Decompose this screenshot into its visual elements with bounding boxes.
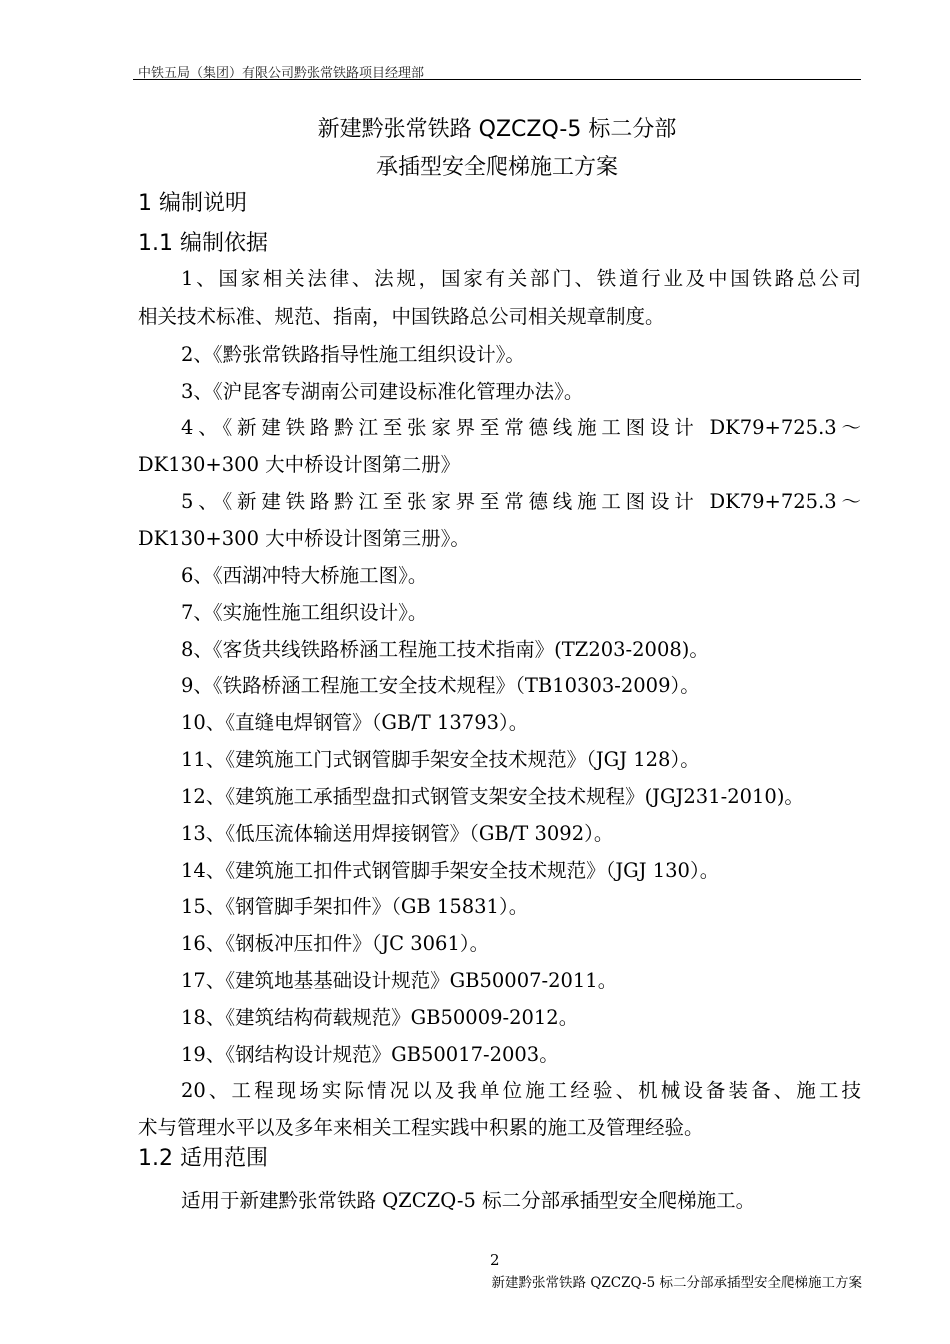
document-title-line1: 新建黔张常铁路 QZCZQ-5 标二分部 bbox=[317, 117, 677, 142]
list-item-4-line1: 4、《新建铁路黔江至张家界至常德线施工图设计 DK79+725.3～ bbox=[181, 416, 861, 439]
list-item-6: 6、《西湖冲特大桥施工图》。 bbox=[181, 564, 428, 587]
list-item-12: 12、《建筑施工承插型盘扣式钢管支架安全技术规程》(JGJ231-2010)。 bbox=[181, 785, 804, 808]
list-item-7: 7、《实施性施工组织设计》。 bbox=[181, 601, 428, 624]
list-item-5-line2: DK130+300 大中桥设计图第三册》。 bbox=[138, 527, 470, 550]
list-item-13: 13、《低压流体输送用焊接钢管》（GB/T 3092）。 bbox=[181, 822, 614, 845]
list-item-4-line2: DK130+300 大中桥设计图第二册》 bbox=[138, 453, 461, 476]
running-header: 中铁五局（集团）有限公司黔张常铁路项目经理部 bbox=[138, 66, 425, 81]
list-item-18: 18、《建筑结构荷载规范》GB50009-2012。 bbox=[181, 1006, 579, 1029]
list-item-15: 15、《钢管脚手架扣件》（GB 15831）。 bbox=[181, 895, 529, 918]
page-number: 2 bbox=[490, 1251, 500, 1269]
list-item-10: 10、《直缝电焊钢管》（GB/T 13793）。 bbox=[181, 711, 529, 734]
list-item-14: 14、《建筑施工扣件式钢管脚手架安全技术规范》（JGJ 130）。 bbox=[181, 859, 720, 882]
scope-paragraph: 适用于新建黔张常铁路 QZCZQ-5 标二分部承插型安全爬梯施工。 bbox=[181, 1189, 756, 1212]
header-rule bbox=[133, 79, 861, 80]
list-item-2: 2、《黔张常铁路指导性施工组织设计》。 bbox=[181, 343, 525, 366]
running-footer: 新建黔张常铁路 QZCZQ-5 标二分部承插型安全爬梯施工方案 bbox=[491, 1275, 862, 1291]
list-item-16: 16、《钢板冲压扣件》（JC 3061）。 bbox=[181, 932, 490, 955]
list-item-9: 9、《铁路桥涵工程施工安全技术规程》（TB10303-2009）。 bbox=[181, 674, 700, 697]
subsection-heading-1-2: 1.2 适用范围 bbox=[138, 1146, 268, 1171]
list-item-8: 8、《客货共线铁路桥涵工程施工技术指南》(TZ203-2008)。 bbox=[181, 638, 709, 661]
list-item-17: 17、《建筑地基基础设计规范》GB50007-2011。 bbox=[181, 969, 618, 992]
list-item-11: 11、《建筑施工门式钢管脚手架安全技术规范》（JGJ 128）。 bbox=[181, 748, 700, 771]
section-heading-1: 1 编制说明 bbox=[138, 191, 247, 216]
subsection-heading-1-1: 1.1 编制依据 bbox=[138, 231, 268, 256]
list-item-5-line1: 5、《新建铁路黔江至张家界至常德线施工图设计 DK79+725.3～ bbox=[181, 490, 861, 513]
list-item-1-line1: 1、国家相关法律、法规，国家有关部门、铁道行业及中国铁路总公司 bbox=[181, 267, 861, 290]
document-title-line2: 承插型安全爬梯施工方案 bbox=[375, 155, 618, 180]
list-item-20-line1: 20、工程现场实际情况以及我单位施工经验、机械设备装备、施工技 bbox=[181, 1079, 861, 1102]
list-item-3: 3、《沪昆客专湖南公司建设标准化管理办法》。 bbox=[181, 380, 584, 403]
list-item-20-line2: 术与管理水平以及多年来相关工程实践中积累的施工及管理经验。 bbox=[138, 1116, 704, 1139]
list-item-19: 19、《钢结构设计规范》GB50017-2003。 bbox=[181, 1043, 559, 1066]
list-item-1-line2: 相关技术标准、规范、指南，中国铁路总公司相关规章制度。 bbox=[138, 305, 665, 328]
